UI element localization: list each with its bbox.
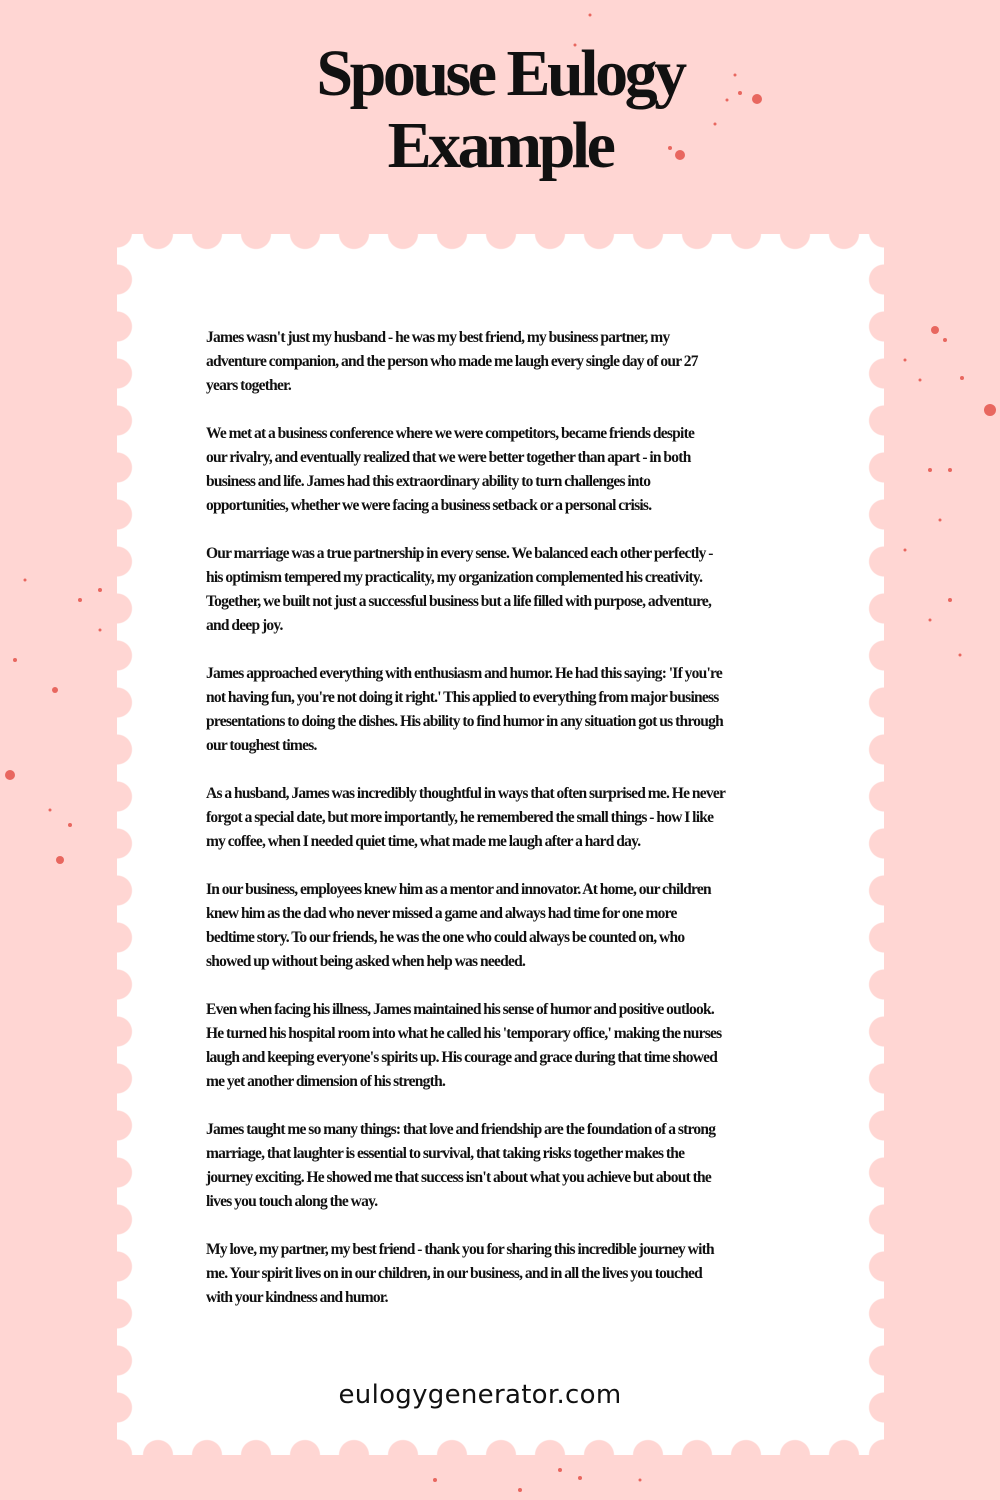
paragraph-line: marriage, that laughter is essential to survival, that taking risks together makes the [206,1145,685,1162]
paragraph-line: our toughest times. [206,737,317,754]
paragraph-line: opportunities, whether we were facing a business setback or a personal crisis. [206,497,652,514]
paragraph-line: bedtime story. To our friends, he was the one who could always be counted on, who [206,929,685,946]
eulogy-paragraph [206,998,826,1094]
eulogy-paragraph [206,422,826,518]
paragraph-line: We met at a business conference where we were competitors, became friends despite [206,425,695,442]
eulogy-paragraph [206,782,826,854]
paragraph-line: with your kindness and humor. [206,1289,388,1306]
paragraph-line: presentations to doing the dishes. His ability to find humor in any situation got us through [206,713,723,730]
paragraph-line: Together, we built not just a successful business but a life filled with purpose, adventure, [206,593,712,610]
paragraph-line: He turned his hospital room into what he called his 'temporary office,' making the nurses [206,1025,722,1042]
paragraph-line: Even when facing his illness, James maintained his sense of humor and positive outlook. [206,1001,715,1018]
paragraph-line: Our marriage was a true partnership in every sense. We balanced each other perfectly - [206,545,713,562]
paragraph-line: and deep joy. [206,617,283,634]
paragraph-line: our rivalry, and eventually realized that we were better together than apart - in both [206,449,691,466]
stamp-card [117,234,884,1455]
paragraph-line: me. Your spirit lives on in our children, in our business, and in all the lives you touched [206,1265,703,1282]
paragraph-line: years together. [206,377,291,394]
paragraph-line: adventure companion, and the person who made me laugh every single day of our 27 [206,353,698,370]
paragraph-line: laugh and keeping everyone's spirits up. His courage and grace during that time showed [206,1049,718,1066]
eulogy-paragraph [206,662,826,758]
paragraph-line: James taught me so many things: that love and friendship are the foundation of a strong [206,1121,716,1138]
paragraph-line: lives you touch along the way. [206,1193,378,1210]
paragraph-line: In our business, employees knew him as a mentor and innovator. At home, our children [206,881,711,898]
paragraph-line: showed up without being asked when help was needed. [206,953,526,970]
paragraph-line: knew him as the dad who never missed a game and always had time for one more [206,905,677,922]
eulogy-paragraph [206,878,826,974]
eulogy-paragraph [206,1238,826,1310]
scalloped-edge [117,1439,884,1455]
eulogy-paragraph [206,1118,826,1214]
paragraph-line: As a husband, James was incredibly thoughtful in ways that often surprised me. He never [206,785,726,802]
eulogy-text [206,326,826,1334]
eulogy-paragraph [206,326,826,398]
paragraph-line: business and life. James had this extraordinary ability to turn challenges into [206,473,651,490]
paragraph-line: not having fun, you're not doing it right.' This applied to everything from major business [206,689,719,706]
paragraph-line: his optimism tempered my practicality, my organization complemented his creativity. [206,569,703,586]
title-line: Example [387,109,613,182]
page-title [0,38,1000,182]
title-line: Spouse Eulogy [316,37,684,110]
eulogy-paragraph [206,542,826,638]
website-footer: eulogygenerator.com [338,1380,622,1410]
paragraph-line: My love, my partner, my best friend - thank you for sharing this incredible journey with [206,1241,714,1258]
scalloped-edge [117,234,884,250]
scalloped-edge [868,234,884,1455]
paragraph-line: my coffee, when I needed quiet time, what made me laugh after a hard day. [206,833,641,850]
paragraph-line: forgot a special date, but more importantly, he remembered the small things - how I like [206,809,714,826]
paragraph-line: James wasn't just my husband - he was my best friend, my business partner, my [206,329,670,346]
paragraph-line: James approached everything with enthusiasm and humor. He had this saying: 'If you're [206,665,723,682]
scalloped-edge [117,234,133,1455]
paragraph-line: me yet another dimension of his strength. [206,1073,446,1090]
paragraph-line: journey exciting. He showed me that success isn't about what you achieve but about the [206,1169,712,1186]
